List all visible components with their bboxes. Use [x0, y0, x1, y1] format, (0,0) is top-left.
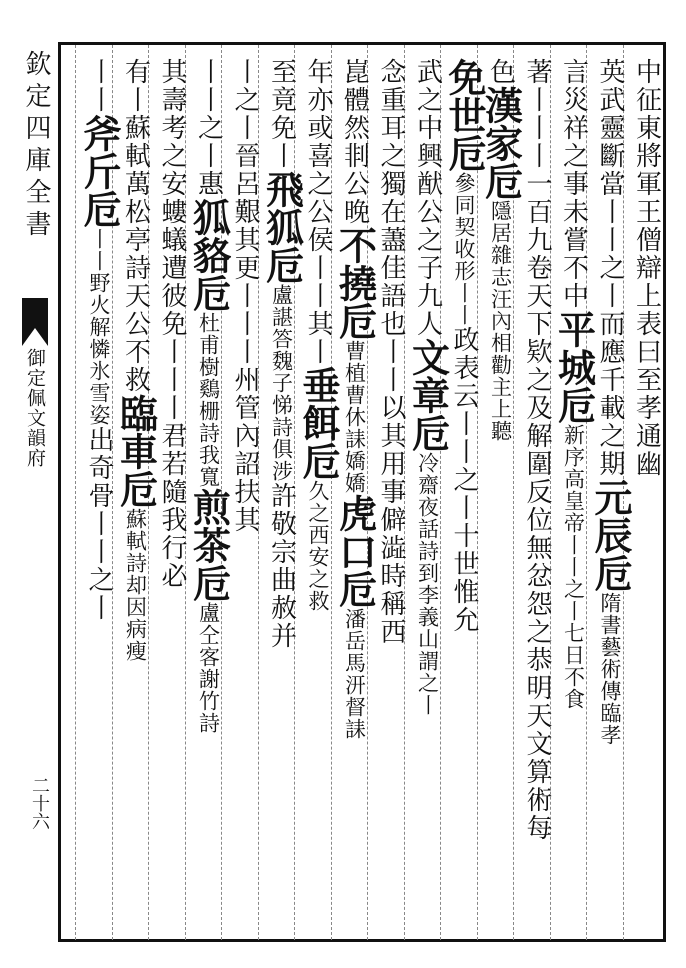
column-text: 念重耳之獨在藎佳語也	[376, 58, 406, 338]
column-text: 政表云丨丨之丨十世惟允	[449, 326, 479, 634]
headword: 狐貉	[186, 198, 232, 274]
source-note: 盧諶答魏子悌詩俱涉	[269, 284, 294, 482]
headword-char: 卮	[332, 570, 378, 608]
column-text: 言災祥之事未嘗不中	[558, 58, 589, 310]
column-text: 著丨丨丨一百九卷	[522, 58, 552, 282]
fold-margin	[12, 48, 52, 938]
column-text: 君若隨我行必	[157, 422, 187, 590]
source-note: 隱居雜志汪內相勸主上聽	[488, 200, 513, 442]
headword: 煎茶	[186, 488, 232, 564]
column-text: 州管內詔扶其	[230, 366, 260, 534]
source-note: 久之西安之救	[306, 480, 330, 612]
source-note: 蘇軾詩却因病瘦	[123, 508, 148, 662]
headword-char: 卮	[77, 190, 122, 228]
column-text: 中征東將軍王僧辯上表曰至孝通幽	[631, 58, 662, 478]
source-note: 參同契收形丨丨	[452, 172, 476, 326]
source-note: 冷齋夜話詩到李義山謂之丨	[415, 452, 440, 716]
headword-char: 卮	[478, 162, 524, 200]
column-text: 至竟免丨	[266, 58, 297, 170]
headword: 斧斤	[77, 114, 122, 190]
column-text: 武之中興猷公之子九人	[412, 58, 443, 338]
source-note: 杜甫樹鷄栅詩我寬	[196, 312, 221, 488]
source-note: 潘岳馬汧督誄	[342, 608, 367, 740]
column-text: 丨丨之丨惠	[193, 58, 224, 198]
source-note: 盧仝客謝竹詩	[196, 602, 221, 734]
headword: 平城	[551, 310, 597, 386]
book-title: 御定佩文韻府	[24, 348, 46, 468]
headword: 虎口	[332, 494, 378, 570]
headword-char: 卮	[332, 302, 378, 340]
headword: 臨車	[113, 394, 159, 470]
column-text: 螻蟻遭彼免丨丨丨	[157, 198, 187, 422]
folio-number: 二十六	[29, 776, 50, 830]
headword: 免世	[442, 58, 487, 134]
headword-char: 卮	[296, 442, 341, 480]
column-rule	[75, 45, 76, 940]
headword-char: 卮	[259, 246, 305, 284]
column-text: 英武靈斷當丨丨之丨而應千載之期	[595, 58, 625, 478]
column-text: 蘇軾萬松亭詩天公不救	[120, 114, 151, 394]
headword-char: 卮	[442, 134, 487, 172]
headword-char: 卮	[113, 470, 159, 508]
column-text: 丨之丨	[230, 58, 260, 142]
column-text: 丨丨	[84, 58, 114, 114]
source-note: 隋書藝術傳臨孝	[598, 592, 622, 746]
headword: 漢家	[478, 86, 524, 162]
source-note: 新序高皇帝丨丨之丨七日不食	[561, 424, 586, 710]
source-note: 丨丨野火解憐氷雪姿	[87, 228, 111, 426]
headword: 文章	[405, 338, 451, 414]
collection-title: 欽定四庫全書	[21, 50, 51, 242]
headword-char: 卮	[186, 564, 232, 602]
column-text: 色	[485, 58, 516, 86]
column-text: 公侯丨丨其丨	[303, 198, 333, 366]
headword-char: 卮	[551, 386, 597, 424]
headword-char: 卮	[405, 414, 451, 452]
headword: 元辰	[588, 478, 633, 554]
column-text: 天下欵之及解圍反位無忿怨之	[522, 282, 552, 646]
column-text: 出奇骨丨丨之丨	[84, 426, 114, 622]
headword: 飛狐	[259, 170, 305, 246]
headword: 不撓	[332, 226, 378, 302]
column-text: 許敬宗曲赦并	[266, 482, 297, 650]
column-text: 恭明天文算術每	[522, 646, 552, 842]
text-column	[76, 58, 122, 938]
column-text: 其壽考之安	[157, 58, 187, 198]
column-text: 晉呂艱其更丨丨丨	[230, 142, 260, 366]
headword-char: 卮	[588, 554, 633, 592]
fishtail-mark-icon	[20, 298, 50, 346]
column-text: 有丨	[120, 58, 151, 114]
source-note: 曹植曹休誄嬌嬌	[342, 340, 367, 494]
column-text: 丨丨以其用事僻澁時稱西	[376, 338, 406, 646]
headword-char: 卮	[186, 274, 232, 312]
column-text: 崑體然剕公晚	[339, 58, 370, 226]
headword: 垂餌	[296, 366, 341, 442]
column-text: 年亦或喜之	[303, 58, 333, 198]
